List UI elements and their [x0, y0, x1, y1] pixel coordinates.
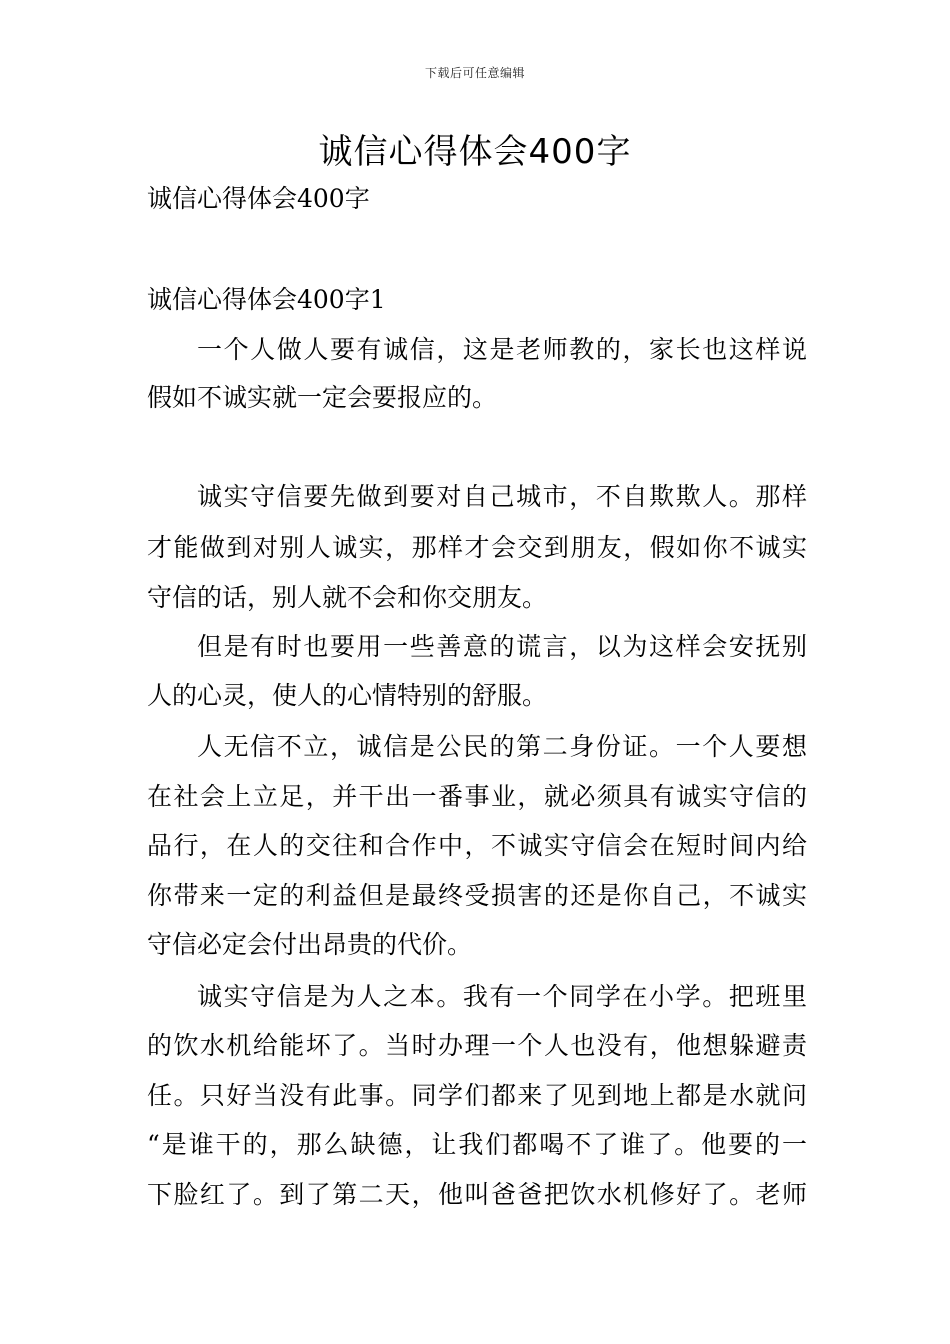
paragraph-line: “是谁干的，那么缺德，让我们都喝不了谁了。他要的一 — [147, 1130, 807, 1159]
paragraph-line: 你带来一定的利益但是最终受损害的还是你自己，不诚实 — [147, 881, 807, 910]
paragraph-line: 的饮水机给能坏了。当时办理一个人也没有，他想躲避责 — [147, 1031, 807, 1060]
paragraph-line: 人的心灵，使人的心情特别的舒服。 — [147, 681, 548, 710]
paragraph-line: 守信必定会付出昂贵的代价。 — [147, 930, 473, 959]
paragraph-line: 任。只好当没有此事。同学们都来了见到地上都是水就问 — [147, 1081, 807, 1110]
paragraph-line: 下脸红了。到了第二天，他叫爸爸把饮水机修好了。老师 — [147, 1180, 807, 1209]
paragraph-line: 诚实守信是为人之本。我有一个同学在小学。把班里 — [197, 982, 807, 1011]
document-title: 诚信心得体会400字 — [318, 132, 632, 172]
section-heading: 诚信心得体会400字1 — [147, 285, 386, 314]
document-subtitle: 诚信心得体会400字 — [147, 184, 370, 213]
paragraph-line: 诚实守信要先做到要对自己城市，不自欺欺人。那样 — [197, 482, 807, 511]
paragraph-line: 一个人做人要有诚信，这是老师教的，家长也这样说 — [197, 335, 807, 364]
paragraph-line: 但是有时也要用一些善意的谎言，以为这样会安抚别 — [197, 632, 807, 661]
paragraph-line: 人无信不立，诚信是公民的第二身份证。一个人要想 — [197, 732, 807, 761]
paragraph-line: 品行，在人的交往和合作中，不诚实守信会在短时间内给 — [147, 831, 807, 860]
paragraph-line: 才能做到对别人诚实，那样才会交到朋友，假如你不诚实 — [147, 533, 807, 562]
paragraph-line: 在社会上立足，并干出一番事业，就必须具有诚实守信的 — [147, 782, 807, 811]
paragraph-line: 假如不诚实就一定会要报应的。 — [147, 383, 498, 412]
paragraph-line: 守信的话，别人就不会和你交朋友。 — [147, 583, 548, 612]
header-note: 下载后可任意编辑 — [424, 66, 525, 80]
